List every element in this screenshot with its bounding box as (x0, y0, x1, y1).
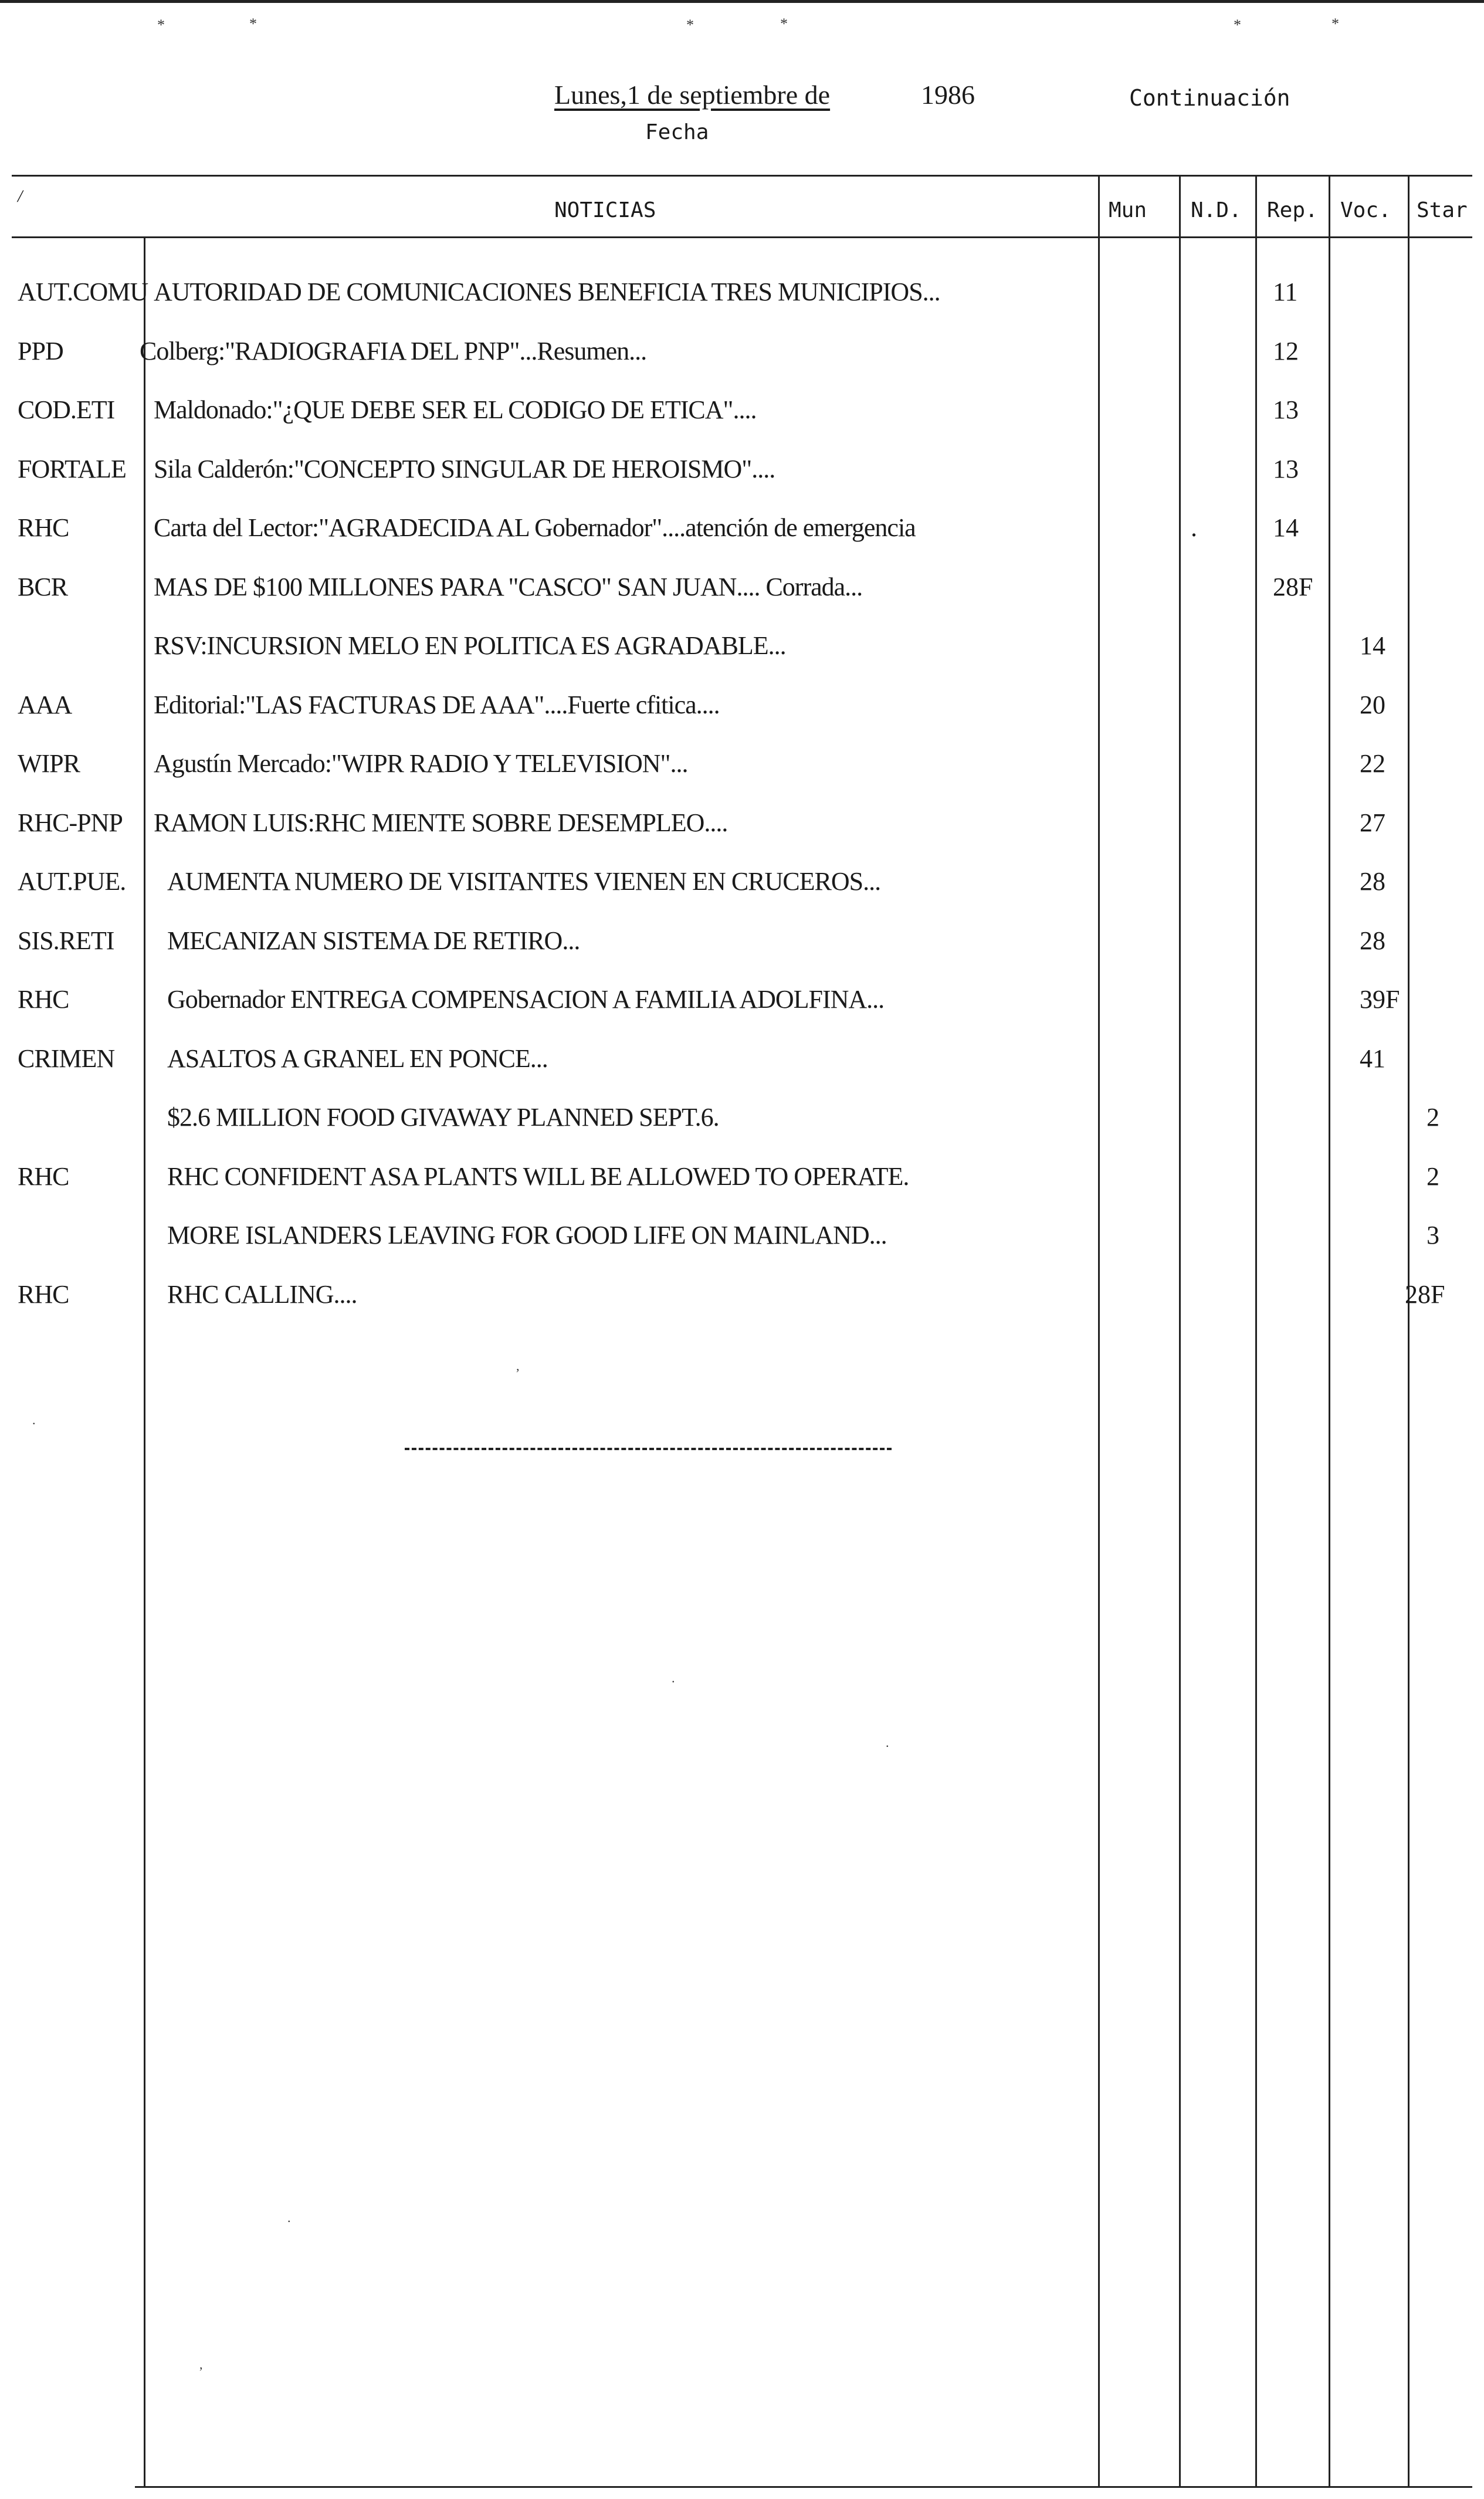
header-star: Star (1417, 198, 1468, 222)
row-star-value: 3 (1427, 1221, 1439, 1250)
table-row (0, 1162, 1484, 1220)
header-mun: Mun (1109, 198, 1147, 222)
row-headline: Editorial:"LAS FACTURAS DE AAA"....Fuerte cfitica.... (154, 690, 720, 719)
table-row (0, 277, 1484, 336)
end-separator (405, 1448, 892, 1450)
row-headline: RAMON LUIS:RHC MIENTE SOBRE DESEMPLEO.... (154, 808, 728, 837)
row-star-value: 2 (1427, 1103, 1439, 1132)
report-date: Lunes,1 de septiembre de (554, 80, 831, 110)
date-caption: Fecha (645, 120, 709, 144)
scan-speck: . (287, 2210, 291, 2225)
row-code: SIS.RETI (18, 926, 114, 955)
table-row (0, 749, 1484, 807)
scan-speck: . (32, 1413, 36, 1427)
row-voc-value: 27 (1360, 808, 1385, 837)
row-headline: MECANIZAN SISTEMA DE RETIRO... (167, 926, 580, 955)
row-rep-value: 13 (1273, 395, 1299, 424)
row-code: PPD (18, 336, 63, 365)
scan-speck: , (199, 2357, 203, 2372)
row-code: RHC (18, 985, 69, 1014)
row-headline: RSV:INCURSION MELO EN POLITICA ES AGRADABLE... (154, 631, 786, 660)
scan-speck: * (1331, 15, 1339, 32)
row-rep-value: 12 (1273, 336, 1299, 365)
row-code: WIPR (18, 749, 80, 778)
scan-speck: * (249, 15, 257, 32)
table-row (0, 1220, 1484, 1279)
row-code: RHC-PNP (18, 808, 123, 837)
scan-speck: * (686, 16, 694, 33)
table-row (0, 572, 1484, 631)
row-headline: Maldonado:"¿QUE DEBE SER EL CODIGO DE ETICA".... (154, 395, 757, 424)
scan-speck: . (886, 1735, 889, 1750)
scan-speck: * (780, 15, 788, 32)
row-voc-value: 41 (1360, 1044, 1385, 1073)
header-rep: Rep. (1267, 198, 1318, 222)
scan-speck: * (1234, 16, 1241, 33)
row-headline: Gobernador ENTREGA COMPENSACION A FAMILIA ADOLFINA... (167, 985, 885, 1014)
scan-speck: * (157, 16, 165, 33)
row-nd-value: . (1191, 513, 1197, 542)
row-rep-value: 11 (1273, 277, 1298, 306)
row-rep-value: 14 (1273, 513, 1299, 542)
row-headline: Agustín Mercado:"WIPR RADIO Y TELEVISION"... (154, 749, 688, 778)
row-headline: RHC CONFIDENT ASA PLANTS WILL BE ALLOWED TO OPERATE. (167, 1162, 909, 1191)
row-headline: AUMENTA NUMERO DE VISITANTES VIENEN EN CRUCEROS... (167, 867, 881, 896)
table-row (0, 513, 1484, 571)
row-code: BCR (18, 572, 68, 601)
table-row (0, 1102, 1484, 1161)
header-voc: Voc. (1340, 198, 1391, 222)
row-code: FORTALE (18, 454, 126, 483)
table-row (0, 336, 1484, 395)
table-row (0, 454, 1484, 513)
row-rep-value: 13 (1273, 454, 1299, 483)
table-top-rule (12, 175, 1472, 177)
header-bottom-rule (12, 236, 1472, 238)
header-nd: N.D. (1191, 198, 1242, 222)
row-code: CRIMEN (18, 1044, 115, 1073)
row-headline: ASALTOS A GRANEL EN PONCE... (167, 1044, 548, 1073)
row-headline: Colberg:"RADIOGRAFIA DEL PNP"...Resumen... (140, 336, 647, 365)
row-voc-value: 20 (1360, 690, 1385, 719)
row-code: AUT.PUE. (18, 867, 126, 896)
scan-speck: . (672, 1671, 675, 1685)
row-code: AUT.COMU (18, 277, 148, 306)
table-bottom-rule (135, 2486, 1472, 2488)
table-row (0, 926, 1484, 984)
row-code: RHC (18, 1279, 69, 1309)
row-headline: MAS DE $100 MILLONES PARA "CASCO" SAN JUAN.... Corrada... (154, 572, 863, 601)
table-row (0, 808, 1484, 866)
row-code: COD.ETI (18, 395, 115, 424)
row-headline: RHC CALLING.... (167, 1279, 357, 1309)
row-star-value: 28F (1405, 1279, 1445, 1309)
row-voc-value: 28 (1360, 926, 1385, 955)
table-row (0, 690, 1484, 749)
header-noticias: NOTICIAS (554, 198, 656, 222)
row-headline: AUTORIDAD DE COMUNICACIONES BENEFICIA TRES MUNICIPIOS... (154, 277, 940, 306)
row-voc-value: 22 (1360, 749, 1385, 778)
row-voc-value: 14 (1360, 631, 1385, 660)
row-headline: Sila Calderón:"CONCEPTO SINGULAR DE HEROISMO".... (154, 454, 775, 483)
table-row (0, 866, 1484, 925)
scan-speck: , (516, 1359, 520, 1373)
row-code: RHC (18, 1162, 69, 1191)
row-headline: MORE ISLANDERS LEAVING FOR GOOD LIFE ON MAINLAND... (167, 1221, 887, 1250)
top-border (0, 0, 1484, 3)
row-headline: Carta del Lector:"AGRADECIDA AL Gobernador"....atención de emergencia (154, 513, 916, 542)
row-star-value: 2 (1427, 1162, 1439, 1191)
table-row (0, 1279, 1484, 1338)
row-voc-value: 39F (1360, 985, 1400, 1014)
table-row (0, 984, 1484, 1043)
report-year: 1986 (921, 80, 975, 110)
row-headline: $2.6 MILLION FOOD GIVAWAY PLANNED SEPT.6. (167, 1103, 719, 1132)
row-code: AAA (18, 690, 72, 719)
header-mark: / (18, 187, 23, 206)
row-voc-value: 28 (1360, 867, 1385, 896)
continuation-label: Continuación (1129, 85, 1290, 111)
row-code: RHC (18, 513, 69, 542)
table-row (0, 1044, 1484, 1102)
table-row (0, 395, 1484, 453)
table-row (0, 631, 1484, 689)
row-rep-value: 28F (1273, 572, 1313, 601)
